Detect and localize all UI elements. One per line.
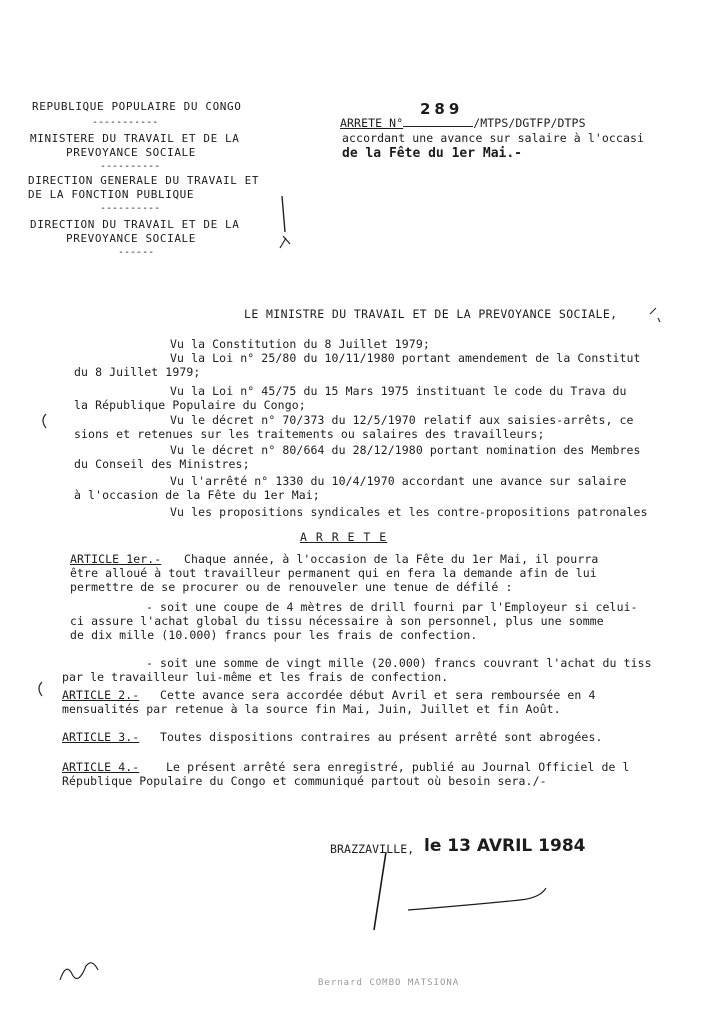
article-3-label: ARTICLE 3.- (62, 730, 140, 744)
article-1-text: Chaque année, à l'occasion de la Fête du 1er Mai, il pourra (184, 552, 599, 566)
signing-place: BRAZZAVILLE, (330, 842, 415, 856)
vu-line: Vu la Constitution du 8 Juillet 1979; (170, 337, 430, 351)
article-4-text: Le présent arrêté sera enregistré, publié au Journal Officiel de l (166, 760, 630, 774)
article-1-option: ci assure l'achat global du tissu nécessaire à son personnel, plus une somme (70, 614, 604, 628)
vu-line: Vu l'arrêté n° 1330 du 10/4/1970 accordant une avance sur salaire (170, 474, 627, 488)
article-1-option: de dix mille (10.000) francs pour les frais de confection. (70, 628, 478, 642)
pen-stroke (280, 236, 290, 248)
arrete-heading: A R R E T E (300, 530, 388, 544)
article-1-option: - soit une coupe de 4 mètres de drill fourni par l'Employeur si celui- (146, 600, 638, 614)
signatory-name: Bernard COMBO MATSIONA (318, 978, 460, 988)
minister-title: LE MINISTRE DU TRAVAIL ET DE LA PREVOYANCE SOCIALE, (244, 307, 618, 321)
article-2-text: Cette avance sera accordée début Avril et sera remboursée en 4 (160, 688, 596, 702)
arrete-object-2: de la Fête du 1er Mai.- (342, 146, 523, 161)
header-direction: DIRECTION DU TRAVAIL ET DE LA (30, 218, 240, 231)
signature-stroke (408, 888, 546, 910)
header-direction-generale: DIRECTION GENERALE DU TRAVAIL ET (28, 174, 260, 187)
margin-bracket (39, 682, 42, 696)
vu-line: Vu le décret n° 80/664 du 28/12/1980 portant nomination des Membres (170, 443, 641, 457)
vu-line: Vu la Loi n° 25/80 du 10/11/1980 portant amendement de la Constitut (170, 351, 641, 365)
article-4-label: ARTICLE 4.- (62, 760, 140, 774)
pen-stroke (282, 196, 285, 232)
vu-line: du 8 Juillet 1979; (74, 365, 201, 379)
vu-line: à l'occasion de la Fête du 1er Mai; (74, 488, 320, 502)
header-republic: REPUBLIQUE POPULAIRE DU CONGO (32, 100, 242, 113)
article-1-label: ARTICLE 1er.- (70, 552, 162, 566)
arrete-prefix: ARRETE N° (340, 116, 404, 130)
header-ministry-2: PREVOYANCE SOCIALE (66, 146, 197, 159)
article-4-text: République Populaire du Congo et communiqué partout où besoin sera./- (62, 774, 547, 788)
signing-date: le 13 AVRIL 1984 (424, 836, 586, 856)
vu-line: la République Populaire du Congo; (74, 398, 306, 412)
article-2-label: ARTICLE 2.- (62, 688, 140, 702)
margin-bracket (43, 414, 46, 428)
header-direction-2: PREVOYANCE SOCIALE (66, 232, 197, 245)
article-1-text: permettre de se procurer ou de renouveler une tenue de défilé : (70, 580, 513, 594)
header-direction-generale-2: DE LA FONCTION PUBLIQUE (28, 188, 195, 201)
article-2-text: mensualités par retenue à la source fin Mai, Juin, Juillet et fin Août. (62, 702, 561, 716)
article-1-option: - soit une somme de vingt mille (20.000) francs couvrant l'achat du tiss (146, 656, 652, 670)
vu-line: sions et retenues sur les traitements ou salaires des travailleurs; (74, 427, 545, 441)
vu-line: Vu la Loi n° 45/75 du 15 Mars 1975 instituant le code du Trava du (170, 384, 627, 398)
signature-stroke (374, 852, 386, 930)
header-separator: ---------- (100, 161, 161, 172)
vu-line: Vu le décret n° 70/373 du 12/5/1970 relatif aux saisies-arrêts, ce (170, 413, 634, 427)
arrete-object: accordant une avance sur salaire à l'occasi (342, 131, 645, 145)
header-separator: ------ (118, 247, 155, 258)
vu-line: Vu les propositions syndicales et les contre-propositions patronales (170, 505, 648, 519)
article-3-text: Toutes dispositions contraires au présent arrêté sont abrogées. (160, 730, 603, 744)
vu-line: du Conseil des Ministres; (74, 457, 250, 471)
pen-stroke (650, 308, 660, 322)
initials-stroke (60, 963, 98, 980)
article-1-option: par le travailleur lui-même et les frais de confection. (62, 670, 449, 684)
header-separator: ---------- (100, 203, 161, 214)
header-separator: ----------- (92, 117, 159, 128)
article-1-text: être alloué à tout travailleur permanent qui en fera la demande afin de lui (70, 566, 597, 580)
arrete-number: 289 (420, 100, 464, 118)
header-ministry: MINISTERE DU TRAVAIL ET DE LA (30, 132, 240, 145)
arrete-suffix: /MTPS/DGTFP/DTPS (473, 116, 586, 130)
